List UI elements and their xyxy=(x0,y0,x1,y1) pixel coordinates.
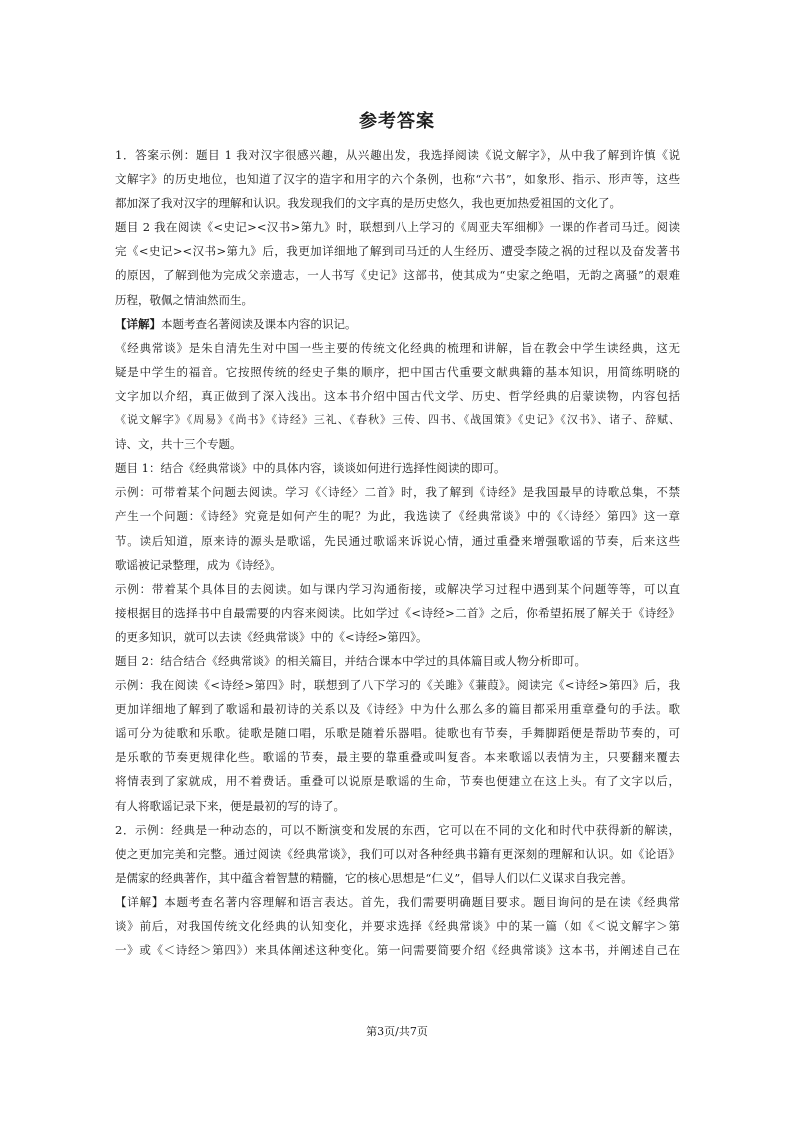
text-line: 歌谣被记录整理，成为《诗经》。 xyxy=(115,557,282,572)
text-line: 示例：我在阅读《<诗经>第四》时，联想到了八下学习的《关雎》《蒹葭》。阅读完《<诗经>第四》后，我 xyxy=(115,678,680,693)
text-line: 是乐歌的节奏更规律化些。歌谣的节奏，最主要的靠重叠或叫复沓。本来歌谣以表情为主，只要翻来覆去 xyxy=(115,750,680,765)
text-line: 谣可分为徒歌和乐歌。徒歌是随口唱，乐歌是随着乐器唱。徒歌也有节奏，手舞脚蹈便是帮助节奏的，可 xyxy=(115,726,680,741)
text-line: 完《<史记><汉书>第九》后，我更加详细地了解到司马迁的人生经历、遭受李陵之祸的过程以及奋发著书 xyxy=(115,244,680,259)
text-line: 题目 1：结合《经典常谈》中的具体内容，谈谈如何进行选择性阅读的即可。 xyxy=(115,461,506,476)
text-line: 产生一个问题：《诗经》究竟是如何产生的呢？为此，我选读了《经典常谈》中的《〈诗经〉第四》这一章 xyxy=(115,509,680,524)
text-line: 1．答案示例：题目 1 我对汉字很感兴趣，从兴趣出发，我选择阅读《说文解字》，从中我了解到许慎《说 xyxy=(115,148,680,162)
text-line: 示例：带着某个具体目的去阅读。如与课内学习沟通衔接，或解决学习过程中遇到某个问题等等，可以直 xyxy=(115,581,680,596)
page-title: 参考答案 xyxy=(359,111,435,132)
text-line: 谈》前后，对我国传统文化经典的认知变化，并要求选择《经典常谈》中的某一篇（如《＜说文解字＞第 xyxy=(115,919,680,933)
text-line: 文字加以介绍，真正做到了深入浅出。这本书介绍中国古代文学、历史、哲学经典的启蒙读物，内容包括 xyxy=(115,388,680,403)
text-line: 使之更加完美和完整。通过阅读《经典常谈》，我们可以对各种经典书籍有更深刻的理解和认识。如《论语》 xyxy=(115,846,680,861)
text-line: 更加详细地了解到了歌谣和最初诗的关系以及《诗经》中为什么那么多的篇目都采用重章叠句的手法。歌 xyxy=(115,702,680,717)
detail-label: 【详解】 xyxy=(115,316,161,331)
text-line: 疑是中学生的福音。它按照传统的经史子集的顺序，把中国古代重要文献典籍的基本知识，用简练明晓的 xyxy=(115,364,680,379)
text-line: 【详解】本题考查名著内容理解和语言表达。首先，我们需要明确题目要求。题目询问的是在读《经典常 xyxy=(115,894,680,909)
text-line: 历程，敬佩之情油然而生。 xyxy=(115,292,253,307)
text-line: 题目 2 我在阅读《<史记><汉书>第九》时，联想到八上学习的《周亚夫军细柳》一课的作者司马迁。阅读 xyxy=(115,220,680,235)
text-line: 都加深了我对汉字的理解和认识。我发现我们的文字真的是历史悠久，我也更加热爱祖国的文化了。 xyxy=(115,196,621,211)
text-line: 有人将歌谣记录下来，便是最初的写的诗了。 xyxy=(115,798,345,813)
text-line: 《说文解字》《周易》《尚书》《诗经》三礼、《春秋》三传、四书、《战国策》《史记》《汉书》、诸子、辞赋、 xyxy=(115,413,680,427)
text-line: 的原因，了解到他为完成父亲遗志，一人书写《史记》这部书，使其成为“史家之绝唱，无韵之离骚”的艰难 xyxy=(115,268,680,283)
detail-text: 本题考查名著阅读及课本内容的识记。 xyxy=(161,316,357,331)
text-line: 的更多知识，就可以去读《经典常谈》中的《<诗经>第四》。 xyxy=(115,629,428,644)
text-line: 将情表到了家就成，用不着费话。重叠可以说原是歌谣的生命，节奏也便建立在这上头。有了文字以后， xyxy=(115,774,680,789)
text-line: 文解字》的历史地位，也知道了汉字的造字和用字的六个条例，也称“六书”，如象形、指示、形声等，这些 xyxy=(115,172,680,187)
text-line: 节。读后知道，原来诗的源头是歌谣，先民通过歌谣来诉说心情，通过重叠来增强歌谣的节奏，后来这些 xyxy=(115,533,680,548)
text-line: 示例：可带着某个问题去阅读。学习《〈诗经〉二首》时，我了解到《诗经》是我国最早的诗歌总集，不禁 xyxy=(115,485,680,500)
page-number: 第3页/共7页 xyxy=(366,1025,428,1038)
text-line: 诗、文，共十三个专题。 xyxy=(115,437,242,452)
text-line: 接根据目的选择书中自最需要的内容来阅读。比如学过《<诗经>二首》之后，你希望拓展了解关于《诗经》 xyxy=(115,605,680,620)
text-line xyxy=(115,312,680,336)
text-line: 2．示例：经典是一种动态的，可以不断演变和发展的东西，它可以在不同的文化和时代中获得新的解读， xyxy=(115,822,680,837)
text-line: 是儒家的经典著作，其中蕴含着智慧的精髓，它的核心思想是“仁义”，倡导人们以仁义谋求自我完善。 xyxy=(115,870,633,885)
text-line: 《经典常谈》是朱自清先生对中国一些主要的传统文化经典的梳理和讲解，旨在教会中学生读经典，这无 xyxy=(115,340,680,355)
text-line: 题目 2：结合结合《经典常谈》的相关篇目，并结合课本中学过的具体篇目或人物分析即可。 xyxy=(115,653,586,668)
text-line: 一》或《＜诗经＞第四》）来具体阐述这种变化。第一问需要简要介绍《经典常谈》这本书，并阐述自己在 xyxy=(115,943,680,958)
answer-body xyxy=(115,143,680,962)
